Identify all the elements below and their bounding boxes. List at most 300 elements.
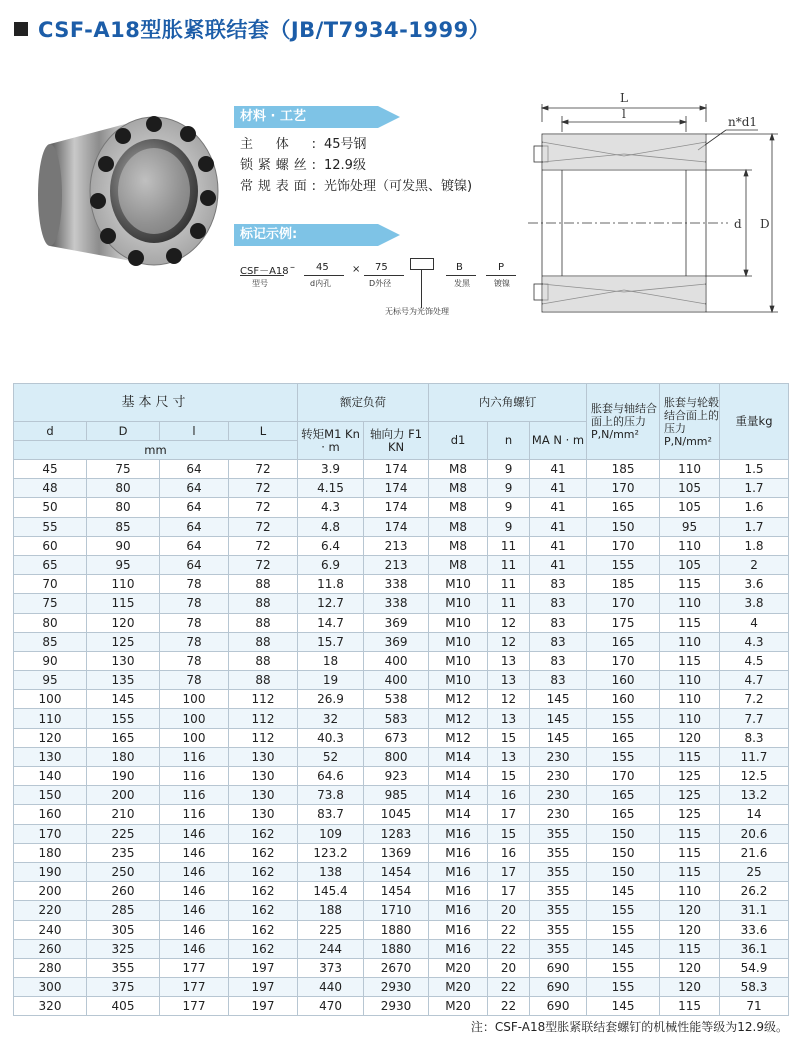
mark-model: CSF－A18: [240, 266, 289, 277]
table-cell: 375: [87, 978, 160, 997]
table-cell: M14: [429, 786, 488, 805]
table-cell: 25: [720, 862, 789, 881]
table-cell: 162: [229, 862, 298, 881]
table-cell: 230: [530, 805, 587, 824]
table-cell: 162: [229, 824, 298, 843]
table-cell: 145: [87, 690, 160, 709]
table-cell: 4.3: [720, 632, 789, 651]
table-cell: 15: [488, 824, 530, 843]
table-cell: 115: [660, 997, 720, 1016]
table-cell: 80: [87, 479, 160, 498]
table-cell: 6.9: [298, 555, 364, 574]
table-cell: 145: [587, 882, 660, 901]
table-cell: 145: [530, 709, 587, 728]
table-cell: 90: [14, 651, 87, 670]
table-cell: 19: [298, 671, 364, 690]
table-cell: 95: [14, 671, 87, 690]
table-cell: 355: [530, 843, 587, 862]
table-cell: 100: [14, 690, 87, 709]
table-cell: 160: [14, 805, 87, 824]
table-cell: 225: [298, 920, 364, 939]
table-cell: 13: [488, 671, 530, 690]
table-cell: 369: [364, 613, 429, 632]
table-cell: 85: [14, 632, 87, 651]
table-cell: 190: [14, 862, 87, 881]
table-cell: 78: [160, 594, 229, 613]
header-D: D: [87, 422, 160, 441]
table-cell: 197: [229, 958, 298, 977]
table-cell: 690: [530, 958, 587, 977]
table-cell: 64: [160, 479, 229, 498]
table-cell: M20: [429, 997, 488, 1016]
material-row-surface: 常规表面: 光饰处理（可发黑、镀镍): [240, 179, 473, 194]
table-cell: 923: [364, 767, 429, 786]
table-cell: 95: [660, 517, 720, 536]
table-cell: 41: [530, 555, 587, 574]
table-cell: M16: [429, 920, 488, 939]
table-cell: 83: [530, 575, 587, 594]
table-cell: 160: [587, 671, 660, 690]
table-cell: 146: [160, 882, 229, 901]
table-row: [14, 882, 789, 901]
table-cell: 26.2: [720, 882, 789, 901]
dim-l: l: [622, 107, 626, 121]
table-cell: 88: [229, 613, 298, 632]
table-cell: 8.3: [720, 728, 789, 747]
table-cell: 3.8: [720, 594, 789, 613]
table-cell: 320: [14, 997, 87, 1016]
table-cell: 41: [530, 517, 587, 536]
table-row: [14, 978, 789, 997]
table-cell: 4: [720, 613, 789, 632]
table-cell: 355: [87, 958, 160, 977]
table-cell: 11.7: [720, 747, 789, 766]
table-cell: 115: [660, 613, 720, 632]
table-cell: 165: [587, 728, 660, 747]
table-cell: 78: [160, 575, 229, 594]
table-cell: 7.7: [720, 709, 789, 728]
table-cell: 83: [530, 671, 587, 690]
table-cell: M10: [429, 613, 488, 632]
table-cell: M12: [429, 690, 488, 709]
table-cell: M20: [429, 978, 488, 997]
title-bullet-icon: [14, 22, 28, 36]
technical-drawing: [528, 82, 790, 332]
table-cell: 110: [660, 632, 720, 651]
table-cell: 14: [720, 805, 789, 824]
table-cell: 110: [660, 671, 720, 690]
table-cell: 40.3: [298, 728, 364, 747]
table-cell: 150: [587, 517, 660, 536]
table-cell: M10: [429, 651, 488, 670]
table-cell: 15: [488, 728, 530, 747]
table-cell: 13: [488, 747, 530, 766]
table-cell: 15.7: [298, 632, 364, 651]
table-cell: 64.6: [298, 767, 364, 786]
table-cell: 985: [364, 786, 429, 805]
table-cell: 145: [530, 728, 587, 747]
mark-note: 无标号为光饰处理: [385, 307, 449, 316]
table-cell: 80: [14, 613, 87, 632]
table-cell: 120: [660, 958, 720, 977]
table-cell: 83.7: [298, 805, 364, 824]
table-cell: 3.9: [298, 460, 364, 479]
table-cell: 146: [160, 824, 229, 843]
table-cell: 110: [660, 882, 720, 901]
material-row-body: 主体: 45号钢: [240, 137, 367, 152]
table-cell: 64: [160, 460, 229, 479]
table-cell: 33.6: [720, 920, 789, 939]
table-cell: 130: [229, 747, 298, 766]
table-row: [14, 690, 789, 709]
table-cell: 280: [14, 958, 87, 977]
table-cell: 88: [229, 575, 298, 594]
header-ma: MA N · m: [530, 422, 587, 460]
table-row: [14, 555, 789, 574]
mark-B-sub: 发黑: [454, 279, 470, 288]
table-cell: 112: [229, 709, 298, 728]
table-cell: 72: [229, 555, 298, 574]
table-cell: 170: [587, 594, 660, 613]
table-cell: 175: [587, 613, 660, 632]
table-cell: 12: [488, 690, 530, 709]
table-cell: 125: [660, 805, 720, 824]
table-cell: 338: [364, 575, 429, 594]
table-row: [14, 517, 789, 536]
table-cell: 80: [87, 498, 160, 517]
table-cell: 41: [530, 536, 587, 555]
table-cell: 220: [14, 901, 87, 920]
table-cell: 105: [660, 479, 720, 498]
table-row: [14, 901, 789, 920]
table-cell: 11: [488, 594, 530, 613]
table-cell: M8: [429, 479, 488, 498]
table-cell: 65: [14, 555, 87, 574]
table-cell: 146: [160, 901, 229, 920]
table-cell: 250: [87, 862, 160, 881]
table-cell: 174: [364, 517, 429, 536]
table-cell: 48: [14, 479, 87, 498]
table-cell: 2670: [364, 958, 429, 977]
table-cell: 1.7: [720, 479, 789, 498]
mark-P-sub: 镀镍: [494, 279, 510, 288]
table-cell: 174: [364, 460, 429, 479]
table-cell: 58.3: [720, 978, 789, 997]
table-cell: 72: [229, 517, 298, 536]
table-cell: M14: [429, 747, 488, 766]
table-cell: 300: [14, 978, 87, 997]
table-cell: 64: [160, 536, 229, 555]
table-cell: 305: [87, 920, 160, 939]
table-row: [14, 728, 789, 747]
table-cell: 120: [660, 728, 720, 747]
table-cell: 174: [364, 479, 429, 498]
table-cell: 88: [229, 671, 298, 690]
table-cell: 116: [160, 747, 229, 766]
table-cell: M14: [429, 805, 488, 824]
table-cell: 2: [720, 555, 789, 574]
table-cell: 200: [87, 786, 160, 805]
table-cell: M8: [429, 536, 488, 555]
table-cell: 355: [530, 862, 587, 881]
table-cell: 146: [160, 939, 229, 958]
mark-D-sub: D外径: [369, 279, 392, 288]
table-cell: 369: [364, 632, 429, 651]
table-cell: 78: [160, 613, 229, 632]
table-cell: 16: [488, 786, 530, 805]
table-cell: 4.5: [720, 651, 789, 670]
table-cell: 130: [87, 651, 160, 670]
table-cell: M16: [429, 939, 488, 958]
table-cell: 110: [660, 460, 720, 479]
table-cell: 116: [160, 786, 229, 805]
table-cell: 7.2: [720, 690, 789, 709]
header-d1: d1: [429, 422, 488, 460]
table-cell: 177: [160, 978, 229, 997]
table-cell: 1045: [364, 805, 429, 824]
table-cell: 150: [14, 786, 87, 805]
table-cell: 20: [488, 901, 530, 920]
table-cell: 4.8: [298, 517, 364, 536]
table-cell: 110: [660, 709, 720, 728]
table-cell: 100: [160, 690, 229, 709]
header-screw: 内六角螺钉: [429, 384, 587, 422]
table-cell: 155: [587, 747, 660, 766]
table-cell: 155: [587, 920, 660, 939]
table-cell: 88: [229, 632, 298, 651]
table-row: [14, 767, 789, 786]
table-cell: 100: [160, 728, 229, 747]
table-cell: 13: [488, 651, 530, 670]
table-cell: 146: [160, 920, 229, 939]
table-row: [14, 805, 789, 824]
table-cell: 177: [160, 997, 229, 1016]
table-cell: 355: [530, 939, 587, 958]
table-cell: 150: [587, 862, 660, 881]
table-cell: 125: [87, 632, 160, 651]
table-row: [14, 613, 789, 632]
table-cell: 170: [587, 536, 660, 555]
table-cell: 400: [364, 651, 429, 670]
dim-nd1: n*d1: [728, 115, 758, 129]
table-cell: 12: [488, 613, 530, 632]
table-cell: 155: [587, 901, 660, 920]
table-cell: 110: [660, 536, 720, 555]
table-cell: 83: [530, 651, 587, 670]
table-cell: 146: [160, 862, 229, 881]
table-cell: 83: [530, 613, 587, 632]
table-cell: 405: [87, 997, 160, 1016]
table-cell: 583: [364, 709, 429, 728]
marking-example: CSF－A18 – 型号 45 d内孔 × 75 D外径 B 发黑 P 镀镍 无标号为光饰处理: [240, 250, 530, 320]
table-cell: 11: [488, 555, 530, 574]
materials-heading: 材料 · 工艺: [234, 106, 378, 128]
header-n: n: [488, 422, 530, 460]
table-cell: 123.2: [298, 843, 364, 862]
table-row: [14, 460, 789, 479]
table-cell: M16: [429, 862, 488, 881]
table-cell: 41: [530, 460, 587, 479]
table-cell: 162: [229, 939, 298, 958]
table-cell: 355: [530, 901, 587, 920]
table-cell: 110: [14, 709, 87, 728]
table-cell: M8: [429, 498, 488, 517]
table-cell: 150: [587, 824, 660, 843]
table-cell: 373: [298, 958, 364, 977]
table-cell: 115: [87, 594, 160, 613]
table-cell: 22: [488, 978, 530, 997]
table-cell: 22: [488, 939, 530, 958]
table-cell: 155: [587, 555, 660, 574]
table-cell: 125: [660, 767, 720, 786]
table-cell: 440: [298, 978, 364, 997]
header-l: l: [160, 422, 229, 441]
table-cell: 116: [160, 805, 229, 824]
table-cell: 355: [530, 920, 587, 939]
table-cell: 11: [488, 536, 530, 555]
table-cell: 188: [298, 901, 364, 920]
table-cell: 146: [160, 843, 229, 862]
mark-d: 45: [316, 262, 329, 273]
table-cell: 95: [87, 555, 160, 574]
table-cell: 355: [530, 882, 587, 901]
table-cell: 1.7: [720, 517, 789, 536]
table-cell: 155: [87, 709, 160, 728]
mark-model-sub: 型号: [252, 279, 268, 288]
table-cell: 16: [488, 843, 530, 862]
table-cell: 260: [87, 882, 160, 901]
table-cell: 11: [488, 575, 530, 594]
table-cell: 55: [14, 517, 87, 536]
table-row: [14, 651, 789, 670]
table-cell: 73.8: [298, 786, 364, 805]
table-cell: 72: [229, 460, 298, 479]
table-cell: 355: [530, 824, 587, 843]
table-cell: 213: [364, 555, 429, 574]
spec-table: [13, 383, 789, 1016]
table-cell: 17: [488, 805, 530, 824]
table-cell: 130: [14, 747, 87, 766]
table-cell: 400: [364, 671, 429, 690]
table-cell: M20: [429, 958, 488, 977]
table-cell: 162: [229, 901, 298, 920]
table-cell: 9: [488, 498, 530, 517]
table-cell: 116: [160, 767, 229, 786]
table-cell: 125: [660, 786, 720, 805]
table-cell: 260: [14, 939, 87, 958]
table-cell: 9: [488, 517, 530, 536]
table-cell: 120: [14, 728, 87, 747]
table-cell: 285: [87, 901, 160, 920]
table-cell: 41: [530, 479, 587, 498]
table-cell: 78: [160, 632, 229, 651]
table-row: [14, 843, 789, 862]
table-cell: M16: [429, 901, 488, 920]
table-row: [14, 536, 789, 555]
table-cell: 1.8: [720, 536, 789, 555]
table-cell: 17: [488, 882, 530, 901]
table-cell: 165: [587, 498, 660, 517]
dim-L: L: [620, 91, 628, 105]
table-cell: 135: [87, 671, 160, 690]
table-row: [14, 747, 789, 766]
marking-heading: 标记示例:: [234, 224, 378, 246]
table-cell: 145: [587, 997, 660, 1016]
table-row: [14, 997, 789, 1016]
table-cell: 177: [160, 958, 229, 977]
table-cell: 12.7: [298, 594, 364, 613]
table-cell: 60: [14, 536, 87, 555]
table-cell: 174: [364, 498, 429, 517]
mark-times: ×: [352, 264, 361, 275]
table-cell: 240: [14, 920, 87, 939]
table-cell: 64: [160, 517, 229, 536]
table-cell: 64: [160, 555, 229, 574]
table-cell: M12: [429, 709, 488, 728]
table-cell: 50: [14, 498, 87, 517]
table-cell: M8: [429, 555, 488, 574]
header-rated-load: 额定负荷: [298, 384, 429, 422]
table-cell: 1.6: [720, 498, 789, 517]
table-cell: 18: [298, 651, 364, 670]
table-cell: 20: [488, 958, 530, 977]
table-cell: 13.2: [720, 786, 789, 805]
table-cell: M10: [429, 575, 488, 594]
table-cell: 538: [364, 690, 429, 709]
table-cell: 140: [14, 767, 87, 786]
table-row: [14, 958, 789, 977]
table-cell: 130: [229, 786, 298, 805]
table-cell: 213: [364, 536, 429, 555]
table-cell: 145: [530, 690, 587, 709]
table-row: [14, 498, 789, 517]
table-cell: 15: [488, 767, 530, 786]
header-weight: 重量kg: [720, 384, 789, 460]
table-cell: 115: [660, 824, 720, 843]
table-cell: 85: [87, 517, 160, 536]
header-pressure-shaft: 胀套与轴结合面上的压力 P,N/mm²: [587, 384, 660, 460]
table-cell: 115: [660, 651, 720, 670]
table-cell: M10: [429, 594, 488, 613]
table-cell: 115: [660, 747, 720, 766]
table-cell: 105: [660, 555, 720, 574]
table-row: [14, 786, 789, 805]
table-cell: 165: [587, 805, 660, 824]
mark-D: 75: [375, 262, 388, 273]
table-cell: 2930: [364, 978, 429, 997]
table-cell: 185: [587, 575, 660, 594]
table-cell: M14: [429, 767, 488, 786]
mark-P: P: [498, 262, 505, 273]
table-cell: 110: [660, 690, 720, 709]
table-cell: 120: [87, 613, 160, 632]
table-cell: 197: [229, 997, 298, 1016]
table-cell: 6.4: [298, 536, 364, 555]
table-cell: 230: [530, 767, 587, 786]
table-cell: 71: [720, 997, 789, 1016]
header-d: d: [14, 422, 87, 441]
table-cell: 22: [488, 997, 530, 1016]
table-cell: 690: [530, 997, 587, 1016]
footnote: 注：CSF-A18型胀紧联结套螺钉的机械性能等级为12.9级。: [470, 1020, 788, 1034]
table-cell: M16: [429, 843, 488, 862]
table-cell: 4.15: [298, 479, 364, 498]
table-cell: 13: [488, 709, 530, 728]
table-cell: 22: [488, 920, 530, 939]
table-cell: 244: [298, 939, 364, 958]
header-pressure-hub: 胀套与轮毂结合面上的压力 P,N/mm²: [660, 384, 720, 460]
table-cell: 12.5: [720, 767, 789, 786]
